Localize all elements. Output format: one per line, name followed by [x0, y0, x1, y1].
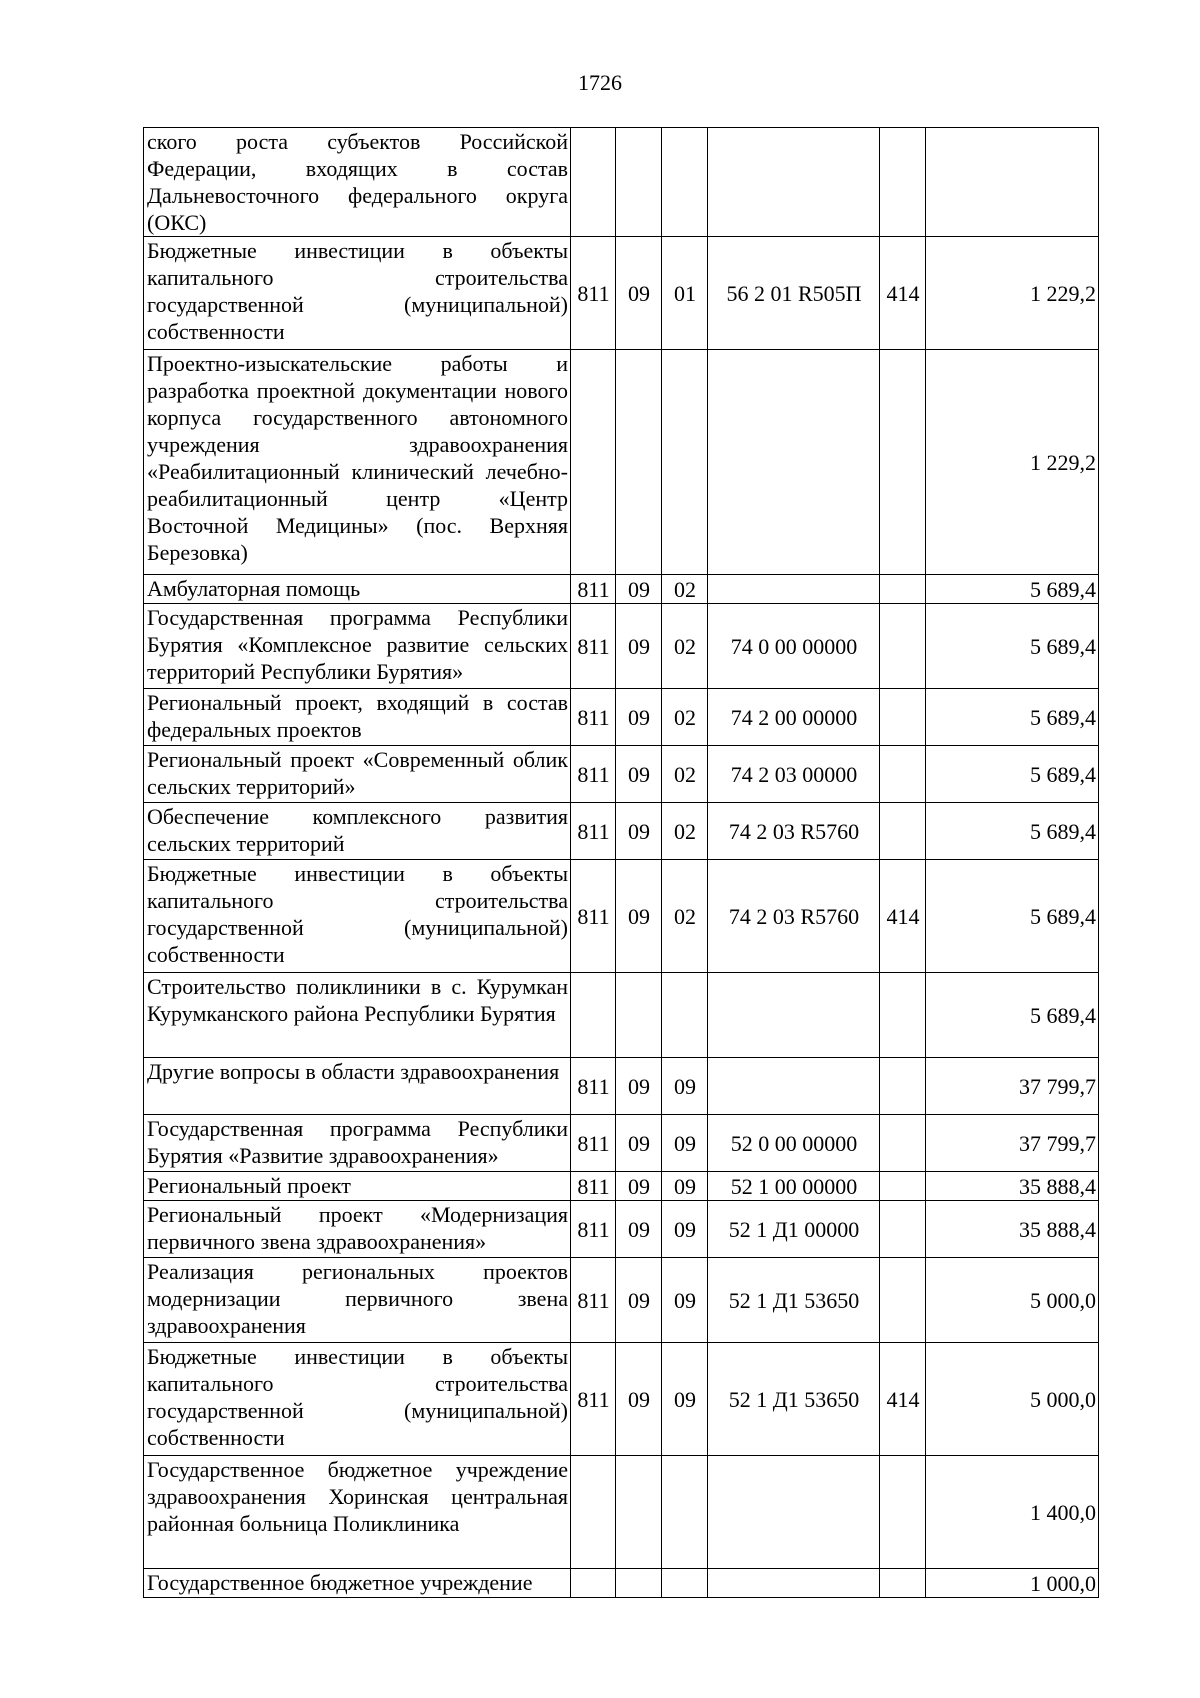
- row-name: Другие вопросы в области здравоохранения: [144, 1058, 571, 1115]
- row-expense-type: [880, 350, 926, 575]
- row-grbs: [571, 1456, 616, 1569]
- row-grbs: 811: [571, 604, 616, 689]
- row-amount: 1 400,0: [926, 1456, 1099, 1569]
- row-section: 09: [616, 1258, 662, 1343]
- row-amount: 35 888,4: [926, 1172, 1099, 1201]
- row-target-article: 52 0 00 00000: [708, 1115, 880, 1172]
- row-section: 09: [616, 1058, 662, 1115]
- row-grbs: 811: [571, 1058, 616, 1115]
- row-amount: 5 689,4: [926, 803, 1099, 860]
- row-name: Обеспечение комплексного развития сельских территорий: [144, 803, 571, 860]
- row-expense-type: [880, 604, 926, 689]
- row-amount: [926, 128, 1099, 237]
- row-name: Государственное бюджетное учреждение: [144, 1569, 571, 1598]
- row-section: 09: [616, 1201, 662, 1258]
- row-subsection: 02: [662, 746, 708, 803]
- row-name: Государственная программа Республики Бурятия «Развитие здравоохранения»: [144, 1115, 571, 1172]
- table-row: [144, 237, 1099, 350]
- row-section: 09: [616, 803, 662, 860]
- row-subsection: 09: [662, 1258, 708, 1343]
- row-expense-type: [880, 746, 926, 803]
- row-grbs: [571, 128, 616, 237]
- row-section: [616, 128, 662, 237]
- row-expense-type: [880, 1172, 926, 1201]
- row-expense-type: [880, 1201, 926, 1258]
- table-row: [144, 860, 1099, 973]
- row-expense-type: [880, 1115, 926, 1172]
- row-name: Региональный проект «Современный облик сельских территорий»: [144, 746, 571, 803]
- row-name: Бюджетные инвестиции в объекты капитального строительства государственной (муниципальной) собственности: [144, 860, 571, 973]
- row-target-article: [708, 350, 880, 575]
- row-grbs: [571, 1569, 616, 1598]
- row-target-article: [708, 1058, 880, 1115]
- row-grbs: [571, 350, 616, 575]
- row-target-article: 74 2 00 00000: [708, 689, 880, 746]
- row-section: 09: [616, 860, 662, 973]
- table-row: [144, 350, 1099, 575]
- row-section: 09: [616, 689, 662, 746]
- row-subsection: 09: [662, 1058, 708, 1115]
- row-grbs: 811: [571, 803, 616, 860]
- row-subsection: 01: [662, 237, 708, 350]
- table-row: [144, 1456, 1099, 1569]
- row-grbs: 811: [571, 1201, 616, 1258]
- row-target-article: [708, 1456, 880, 1569]
- row-target-article: [708, 1569, 880, 1598]
- row-grbs: 811: [571, 575, 616, 604]
- table-row: [144, 575, 1099, 604]
- table-row: [144, 1172, 1099, 1201]
- row-section: [616, 973, 662, 1058]
- row-expense-type: [880, 803, 926, 860]
- row-amount: 5 689,4: [926, 746, 1099, 803]
- row-subsection: [662, 1569, 708, 1598]
- row-grbs: [571, 973, 616, 1058]
- row-subsection: 09: [662, 1343, 708, 1456]
- row-expense-type: [880, 1456, 926, 1569]
- row-target-article: 52 1 Д1 53650: [708, 1258, 880, 1343]
- table-row: [144, 1569, 1099, 1598]
- table-row: [144, 1115, 1099, 1172]
- row-subsection: 02: [662, 575, 708, 604]
- row-target-article: [708, 575, 880, 604]
- row-expense-type: 414: [880, 860, 926, 973]
- table-row: [144, 604, 1099, 689]
- row-section: [616, 350, 662, 575]
- row-target-article: [708, 128, 880, 237]
- row-name: Государственная программа Республики Бурятия «Комплексное развитие сельских территорий Республики Бурятия»: [144, 604, 571, 689]
- row-name: Реализация региональных проектов модернизации первичного звена здравоохранения: [144, 1258, 571, 1343]
- row-expense-type: [880, 1058, 926, 1115]
- row-section: 09: [616, 1172, 662, 1201]
- table-row: [144, 746, 1099, 803]
- table-row: [144, 1058, 1099, 1115]
- page-number: 1726: [578, 70, 622, 95]
- table-row: [144, 1258, 1099, 1343]
- row-subsection: 02: [662, 689, 708, 746]
- row-expense-type: [880, 1569, 926, 1598]
- row-amount: 5 000,0: [926, 1343, 1099, 1456]
- row-amount: 5 689,4: [926, 575, 1099, 604]
- row-name: Государственное бюджетное учреждение здравоохранения Хоринская центральная районная больница Поликлиника: [144, 1456, 571, 1569]
- row-amount: 5 689,4: [926, 689, 1099, 746]
- row-name: Амбулаторная помощь: [144, 575, 571, 604]
- row-expense-type: [880, 689, 926, 746]
- row-section: [616, 1456, 662, 1569]
- row-amount: 37 799,7: [926, 1115, 1099, 1172]
- row-target-article: 52 1 00 00000: [708, 1172, 880, 1201]
- table-row: [144, 973, 1099, 1058]
- row-name: Строительство поликлиники в с. Курумкан Курумканского района Республики Бурятия: [144, 973, 571, 1058]
- row-amount: 5 689,4: [926, 604, 1099, 689]
- row-section: [616, 1569, 662, 1598]
- table-row: [144, 1343, 1099, 1456]
- row-subsection: 02: [662, 803, 708, 860]
- table-row: [144, 128, 1099, 237]
- row-grbs: 811: [571, 1115, 616, 1172]
- row-name: Региональный проект, входящий в состав федеральных проектов: [144, 689, 571, 746]
- table-row: [144, 689, 1099, 746]
- row-grbs: 811: [571, 1343, 616, 1456]
- row-section: 09: [616, 237, 662, 350]
- row-subsection: 02: [662, 604, 708, 689]
- row-target-article: 56 2 01 R505П: [708, 237, 880, 350]
- row-target-article: 74 2 03 R5760: [708, 860, 880, 973]
- budget-table: [143, 127, 1099, 1598]
- row-subsection: 09: [662, 1201, 708, 1258]
- row-target-article: [708, 973, 880, 1058]
- table-row: [144, 803, 1099, 860]
- row-name: Региональный проект «Модернизация первичного звена здравоохранения»: [144, 1201, 571, 1258]
- row-amount: 35 888,4: [926, 1201, 1099, 1258]
- row-expense-type: 414: [880, 1343, 926, 1456]
- row-section: 09: [616, 1343, 662, 1456]
- row-expense-type: [880, 128, 926, 237]
- row-subsection: 09: [662, 1115, 708, 1172]
- row-amount: 5 689,4: [926, 973, 1099, 1058]
- row-section: 09: [616, 575, 662, 604]
- row-name: Бюджетные инвестиции в объекты капитального строительства государственной (муниципальной) собственности: [144, 1343, 571, 1456]
- row-target-article: 74 2 03 00000: [708, 746, 880, 803]
- row-subsection: 02: [662, 860, 708, 973]
- row-subsection: [662, 350, 708, 575]
- row-grbs: 811: [571, 1172, 616, 1201]
- row-subsection: [662, 1456, 708, 1569]
- row-section: 09: [616, 746, 662, 803]
- row-name: Бюджетные инвестиции в объекты капитального строительства государственной (муниципальной) собственности: [144, 237, 571, 350]
- row-grbs: 811: [571, 689, 616, 746]
- row-target-article: 74 0 00 00000: [708, 604, 880, 689]
- row-name: Региональный проект: [144, 1172, 571, 1201]
- row-section: 09: [616, 1115, 662, 1172]
- row-expense-type: [880, 575, 926, 604]
- row-amount: 5 000,0: [926, 1258, 1099, 1343]
- row-target-article: 74 2 03 R5760: [708, 803, 880, 860]
- row-subsection: [662, 128, 708, 237]
- row-amount: 5 689,4: [926, 860, 1099, 973]
- row-section: 09: [616, 604, 662, 689]
- row-expense-type: [880, 973, 926, 1058]
- row-grbs: 811: [571, 1258, 616, 1343]
- row-expense-type: [880, 1258, 926, 1343]
- row-expense-type: 414: [880, 237, 926, 350]
- row-amount: 37 799,7: [926, 1058, 1099, 1115]
- row-target-article: 52 1 Д1 00000: [708, 1201, 880, 1258]
- row-name: ского роста субъектов Российской Федерации, входящих в состав Дальневосточного федерального округа (ОКС): [144, 128, 571, 237]
- row-grbs: 811: [571, 746, 616, 803]
- table-row: [144, 1201, 1099, 1258]
- row-subsection: 09: [662, 1172, 708, 1201]
- row-amount: 1 000,0: [926, 1569, 1099, 1598]
- row-amount: 1 229,2: [926, 237, 1099, 350]
- row-grbs: 811: [571, 237, 616, 350]
- row-amount: 1 229,2: [926, 350, 1099, 575]
- row-subsection: [662, 973, 708, 1058]
- row-name: Проектно-изыскательские работы и разработка проектной документации нового корпуса государственного автономного учреждения здравоохранения «Реабилитационный клинический лечебно-реабилитационный центр «Центр Восточной Медицины» (пос. Верхняя Березовка): [144, 350, 571, 575]
- row-target-article: 52 1 Д1 53650: [708, 1343, 880, 1456]
- row-grbs: 811: [571, 860, 616, 973]
